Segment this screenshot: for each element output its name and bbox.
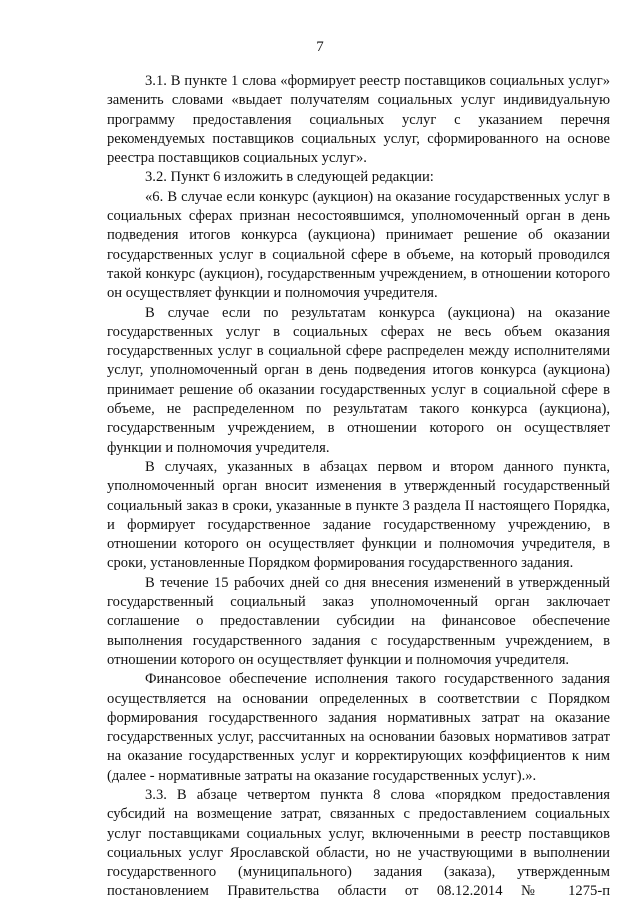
paragraph-3-2: 3.2. Пункт 6 изложить в следующей редакции: bbox=[145, 169, 434, 186]
paragraph-point-6-fourth: В течение 15 рабочих дней со дня внесения изменений в утвержденный государственный социальный заказ уполномоченный орган заключает соглашение о предоставлении субсидии на финансовое обеспечение выполнения государственного задания с государственным учреждением, в отношении которого он осуществляет функции и полномочия учредителя. bbox=[107, 574, 610, 668]
paragraph-point-6-intro: «6. В случае если конкурс (аукцион) на оказание государственных услуг в социальных сферах признан несостоявшимся, уполномоченный орган в день подведения итогов конкурса (аукциона) принимает решение об оказании государственных услуг в социальной сфере в объеме, на который проводился такой конкурс (аукцион), государственным учреждением, в отношении которого он осуществляет функции и полномочия учредителя. bbox=[107, 188, 610, 302]
paragraph-point-6-fifth: Финансовое обеспечение исполнения такого государственного задания осуществляется на основании определенных в соответствии с Порядком формирования государственного задания нормативных затрат на оказание государственных услуг, рассчитанных на основании базовых нормативов затрат на оказание государственных услуг и корректирующих коэффициентов к ним (далее - нормативные затраты на оказание государственных услуг).». bbox=[107, 671, 610, 784]
paragraph-point-6-third: В случаях, указанных в абзацах первом и втором данного пункта, уполномоченный орган вносит изменения в утвержденный государственный социальный заказ в сроки, указанные в пункте 3 раздела II настоящего Порядка, и формирует государственное задание государственному учреждению, в отношении которого он осуществляет функции и полномочия учредителя, в сроки, установленные Порядком формирования государственного задания. bbox=[107, 458, 610, 572]
paragraph-3-1: 3.1. В пункте 1 слова «формирует реестр поставщиков социальных услуг» заменить словами «выдает получателям социальных услуг индивидуальную программу предоставления социальных услуг с указанием перечня рекомендуемых поставщиков социальных услуг, сформированного на основе реестра поставщиков социальных услуг». bbox=[107, 73, 610, 167]
paragraph-point-6-second: В случае если по результатам конкурса (аукциона) на оказание государственных услуг в социальных сферах не весь объем оказания государственных услуг в социальной сфере распределен между исполнителями услуг, уполномоченный орган в день подведения итогов конкурса (аукциона) принимает решение об оказании государственных услуг в социальной сфере в объеме, не распределенном по результатам такого конкурса (аукциона), государственным учреждением, в отношении которого он осуществляет функции и полномочия учредителя. bbox=[107, 304, 610, 456]
paragraph-3-3: 3.3. В абзаце четвертом пункта 8 слова «порядком предоставления субсидий на возмещение затрат, связанных с предоставлением социальных услуг поставщиками социальных услуг, включенными в реестр поставщиков социальных услуг Ярославской области, но не участвующими в выполнении государственного (муниципального) задания (заказа), утвержденным постановлением Правительства области от 08.12.2014 № 1275-п bbox=[107, 786, 610, 900]
document-body bbox=[107, 72, 610, 902]
page-number: 7 bbox=[316, 39, 324, 55]
